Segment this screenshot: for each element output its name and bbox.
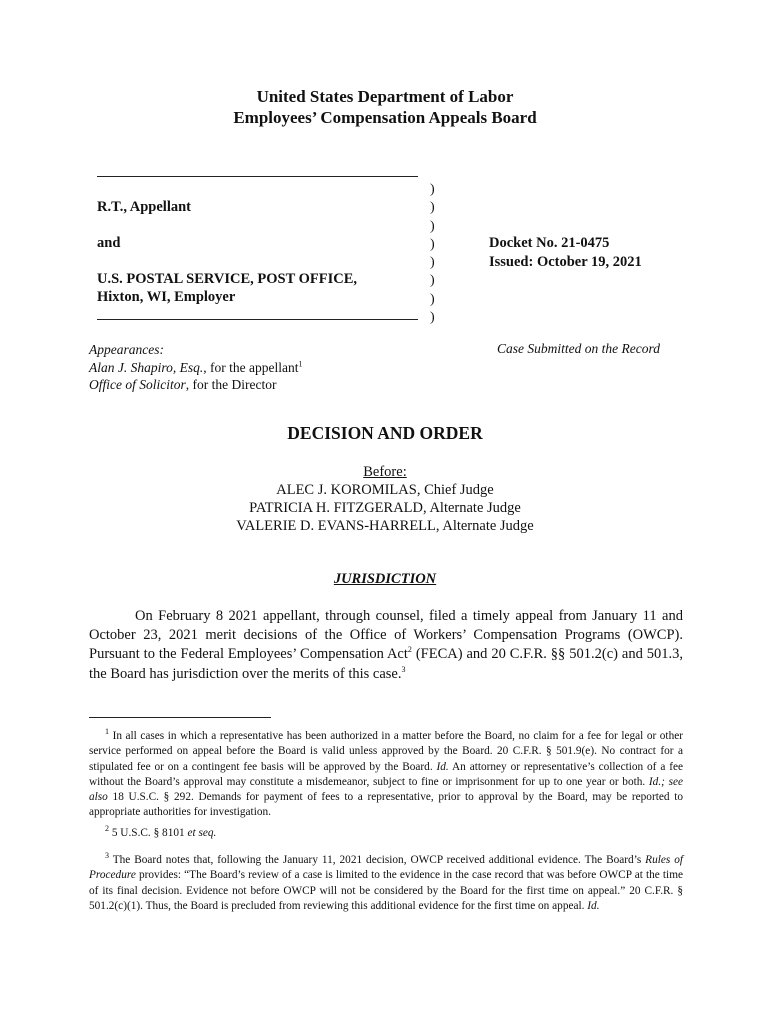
footnote-ref-3: 3: [401, 664, 406, 674]
footnote-1-id: Id.: [436, 760, 449, 773]
appearance-solicitor: [89, 376, 302, 394]
jurisdiction-text-a: On February 8 2021 appellant, through counsel, filed a timely appeal from January 11 and October 23, 2021 merit decisions of the Office of Workers’ Compensation Programs (OWCP). Pursuant to the Federal Employees’ Compensation Act: [89, 608, 683, 663]
decision-title: DECISION AND ORDER: [287, 423, 483, 443]
counsel-name: Alan J. Shapiro, Esq.: [89, 359, 204, 375]
appearances-block: [89, 341, 302, 394]
footnote-1-text-c: 18 U.S.C. § 292. Demands for payment of fees to a representative, prior to approval by the Board, may be reported to appropriate authorities for investigation.: [89, 791, 683, 819]
panel-block: [0, 463, 770, 535]
footnote-3-number: 3: [105, 851, 109, 861]
footnote-3-text-a: The Board notes that, following the January 11, 2021 decision, OWCP received additional evidence. The Board’s: [112, 854, 646, 866]
agency-header: [0, 86, 770, 128]
before-label: Before:: [363, 464, 407, 480]
jurisdiction-text-b: (FECA) and 20 C.F.R. §§ 501.2(c) and 501.3, the Board has jurisdiction over the merits of this case.: [89, 646, 684, 682]
docket-number: Docket No. 21-0475: [489, 235, 610, 251]
solicitor-role: , for the Director: [185, 377, 277, 392]
employer-line-1: U.S. POSTAL SERVICE, POST OFFICE,: [97, 271, 358, 287]
employer-line-2: Hixton, WI, Employer: [97, 289, 236, 305]
jurisdiction-paragraph: [89, 607, 683, 684]
footnote-ref-2: 2: [407, 645, 412, 655]
agency-name: United States Department of Labor: [256, 87, 514, 106]
footnote-3: [89, 853, 683, 914]
footnote-3-id: Id.: [587, 899, 600, 912]
footnote-1-number: 1: [105, 727, 109, 737]
appearances-label: Appearances:: [89, 342, 164, 357]
footnote-3-rules: Rules of Procedure: [89, 854, 683, 882]
footnote-ref-1: 1: [298, 359, 303, 368]
caption-top-rule: [97, 176, 418, 177]
caption-bottom-rule: [97, 319, 418, 320]
submission-note: Case Submitted on the Record: [497, 341, 660, 356]
footnote-1-text-b: An attorney or representative’s collection of a fee without the Board’s approval may constitute a misdemeanor, subject to fine or imprisonment for up to one year or both.: [89, 760, 683, 788]
footnote-1-see-also: Id.; see also: [89, 775, 683, 804]
footnote-separator: [89, 717, 271, 718]
appellant-name: R.T., Appellant: [97, 199, 192, 215]
footnote-2-text: 5 U.S.C. § 8101: [111, 827, 188, 839]
panel-judge-2: PATRICIA H. FITZGERALD, Alternate Judge: [249, 500, 521, 516]
counsel-role: , for the appellant: [203, 359, 299, 375]
docket-info: [489, 234, 642, 272]
footnote-1-text-a: In all cases in which a representative has been authorized in a matter before the Board, no claim for a fee for legal or other service performed on appeal before the Board is valid unless approved by the Board. 20 C.F.R. § 501.9(e). No contract for a stipulated fee or on a contingent fee basis will be approved by the Board.: [89, 730, 683, 773]
panel-judge-1: ALEC J. KOROMILAS, Chief Judge: [276, 482, 494, 498]
board-name: Employees’ Compensation Appeals Board: [233, 108, 537, 127]
issued-date: Issued: October 19, 2021: [489, 254, 642, 270]
caption-parentheses: ) ) ) ) ) ) ) ): [430, 182, 435, 326]
solicitor-name: Office of Solicitor: [89, 377, 186, 392]
footnote-2-number: 2: [105, 824, 109, 834]
footnote-1: [89, 729, 683, 821]
caption-and: and: [97, 235, 121, 251]
employer-name: [97, 270, 357, 306]
appearance-counsel: [89, 359, 302, 377]
footnote-2-et-seq: et seq.: [187, 827, 217, 839]
jurisdiction-heading: JURISDICTION: [333, 571, 437, 587]
footnote-3-text-b: provides: “The Board’s review of a case is limited to the evidence in the case record that was before OWCP at the time of its final decision. Evidence not before OWCP will not be considered by the Board for the first time on appeal.” 20 C.F.R. § 501.2(c)(1). Thus, the Board is precluded from reviewing this additional evidence for the first time on appeal.: [89, 869, 683, 912]
footnote-2: [89, 826, 683, 841]
panel-judge-3: VALERIE D. EVANS-HARRELL, Alternate Judge: [236, 518, 534, 534]
